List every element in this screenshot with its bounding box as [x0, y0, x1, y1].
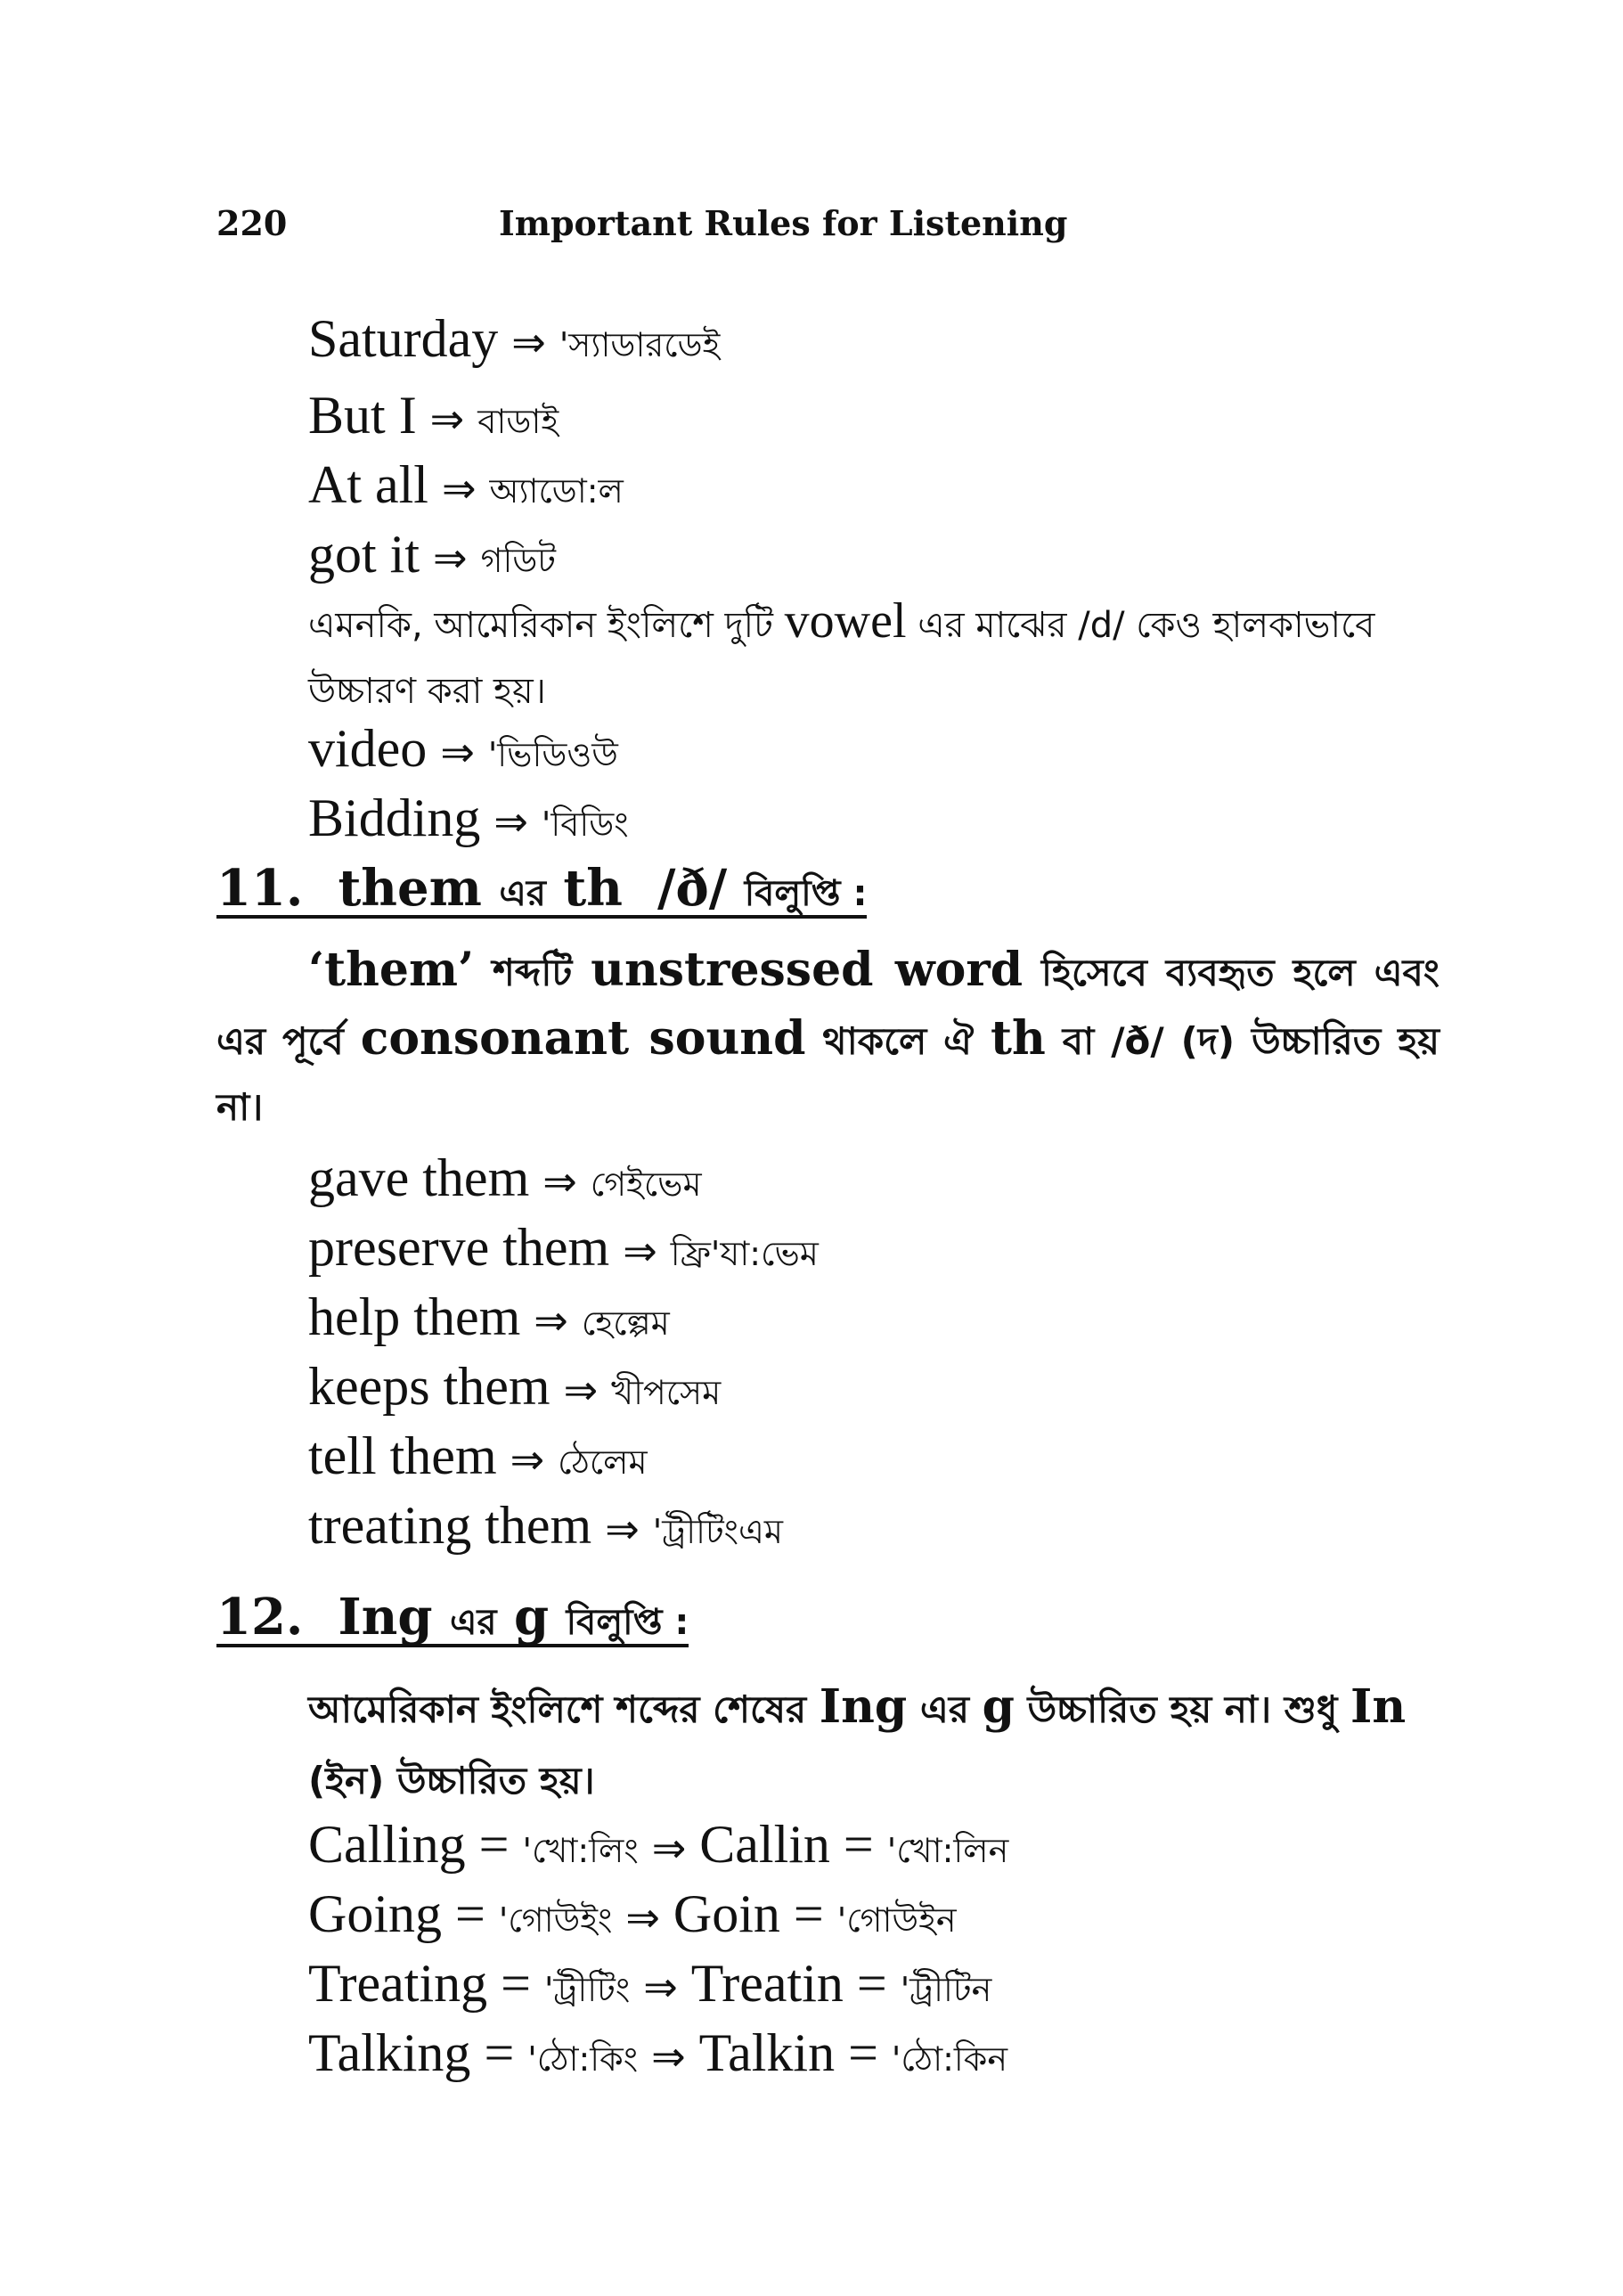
- bangla-pronunciation: খীপসেম: [611, 1373, 722, 1412]
- english-word: Treatin: [690, 1954, 844, 2013]
- english-word: video: [308, 719, 428, 778]
- bangla-pronunciation: হেল্পেম: [581, 1303, 670, 1343]
- english-word: Talkin: [698, 2023, 836, 2082]
- english-word: Going: [308, 1884, 442, 1943]
- english-word: gave them: [308, 1148, 530, 1207]
- example-line: [308, 788, 629, 847]
- bangla-pronunciation: গেইভেম: [590, 1164, 702, 1204]
- bangla-pronunciation: বাডাই: [477, 402, 559, 441]
- example-line: [308, 1426, 648, 1485]
- arrow-icon: ⇒: [651, 2032, 686, 2080]
- bangla-pronunciation: 'গোউইং: [498, 1900, 613, 1940]
- english-word: But I: [308, 386, 417, 445]
- section-11-heading: 11. them এর th /ð/ বিলুপ্তি :: [216, 859, 868, 918]
- english-word: Bidding: [308, 788, 481, 847]
- bangla-pronunciation: 'ট্রীটিংএম: [652, 1512, 784, 1551]
- arrow-icon: ⇒: [563, 1366, 599, 1414]
- bangla-pronunciation: 'বিডিং: [541, 805, 629, 844]
- arrow-icon: ⇒: [510, 1435, 545, 1483]
- bangla-pronunciation: 'ট্রীটিন: [900, 1970, 992, 2009]
- arrow-icon: ⇒: [643, 1963, 678, 2011]
- english-word: help them: [308, 1287, 521, 1346]
- bangla-pronunciation: 'ঠো:কিন: [891, 2039, 1008, 2079]
- section-12-heading: 12. Ing এর g বিলুপ্তি :: [216, 1588, 689, 1646]
- bangla-pronunciation: 'খো:লিন: [886, 1831, 1009, 1870]
- bangla-pronunciation: 'ট্রীটিং: [543, 1970, 631, 2009]
- example-line: [308, 1496, 784, 1555]
- example-line: Talking = 'ঠো:কিং ⇒ Talkin = 'ঠো:কিন: [308, 2023, 1008, 2082]
- bangla-pronunciation: 'ঠো:কিং: [527, 2039, 639, 2079]
- example-line: Treating = 'ট্রীটিং ⇒ Treatin = 'ট্রীটিন: [308, 1954, 992, 2013]
- example-line: [308, 1287, 670, 1346]
- english-word: Callin: [699, 1815, 830, 1874]
- english-word: tell them: [308, 1426, 497, 1485]
- arrow-icon: ⇒: [433, 534, 468, 582]
- example-line: [308, 525, 557, 584]
- english-word: preserve them: [308, 1218, 610, 1277]
- example-line: [308, 386, 559, 445]
- bangla-pronunciation: অ্যাডো:ল: [489, 471, 624, 511]
- arrow-icon: ⇒: [542, 1157, 577, 1205]
- section-11-body: ‘them’ শব্দটি unstressed word হিসেবে ব্যবহৃত হলে এবং এর পূর্বে consonant sound থাকলে ঐ th বা /ð/ (দ) উচ্চারিত হয় না।: [216, 943, 1440, 1129]
- bangla-pronunciation: 'ভিডিওউ: [487, 735, 618, 774]
- bangla-pronunciation: 'গোউইন: [836, 1900, 957, 1940]
- bangla-pronunciation: 'স্যাডারডেই: [559, 325, 721, 364]
- page-number: 220: [216, 203, 288, 243]
- english-word: Treating: [308, 1954, 488, 2013]
- bangla-pronunciation: গডিট: [480, 541, 557, 580]
- note-paragraph: এমনকি, আমেরিকান ইংলিশে দুটি vowel এর মাঝের /d/ কেও হালকাভাবে উচ্চারণ করা হয়।: [308, 593, 1375, 712]
- arrow-icon: ⇒: [625, 1893, 660, 1941]
- arrow-icon: ⇒: [440, 728, 475, 776]
- arrow-icon: ⇒: [605, 1505, 640, 1553]
- section-12-body: আমেরিকান ইংলিশে শব্দের শেষের Ing এর g উচ্চারিত হয় না। শুধু In (ইন) উচ্চারিত হয়।: [308, 1679, 1407, 1802]
- arrow-icon: ⇒: [511, 318, 546, 366]
- example-line: [308, 1357, 722, 1416]
- english-word: got it: [308, 525, 420, 584]
- example-line: Calling = 'খো:লিং ⇒ Callin = 'খো:লিন: [308, 1815, 1009, 1874]
- arrow-icon: ⇒: [493, 797, 528, 846]
- arrow-icon: ⇒: [534, 1296, 568, 1344]
- english-word: Talking: [308, 2023, 471, 2082]
- bangla-pronunciation: ঠেলেম: [558, 1442, 648, 1482]
- english-word: treating them: [308, 1496, 592, 1555]
- english-word: Saturday: [308, 309, 499, 368]
- english-word: At all: [308, 455, 428, 514]
- bangla-pronunciation: ফ্রি'যা:ভেম: [670, 1234, 819, 1273]
- arrow-icon: ⇒: [623, 1227, 657, 1275]
- arrow-icon: ⇒: [429, 395, 465, 443]
- english-word: Calling: [308, 1815, 466, 1874]
- bangla-pronunciation: 'খো:লিং: [522, 1831, 639, 1870]
- example-line: [308, 455, 624, 514]
- example-line: [308, 309, 721, 368]
- running-title: Important Rules for Listening: [499, 203, 1068, 243]
- example-line: [308, 719, 618, 778]
- example-line: Going = 'গোউইং ⇒ Goin = 'গোউইন: [308, 1884, 957, 1943]
- english-word: keeps them: [308, 1357, 551, 1416]
- example-line: [308, 1148, 702, 1207]
- example-line: [308, 1218, 819, 1277]
- arrow-icon: ⇒: [651, 1824, 687, 1872]
- english-word: Goin: [673, 1884, 780, 1943]
- arrow-icon: ⇒: [441, 464, 477, 512]
